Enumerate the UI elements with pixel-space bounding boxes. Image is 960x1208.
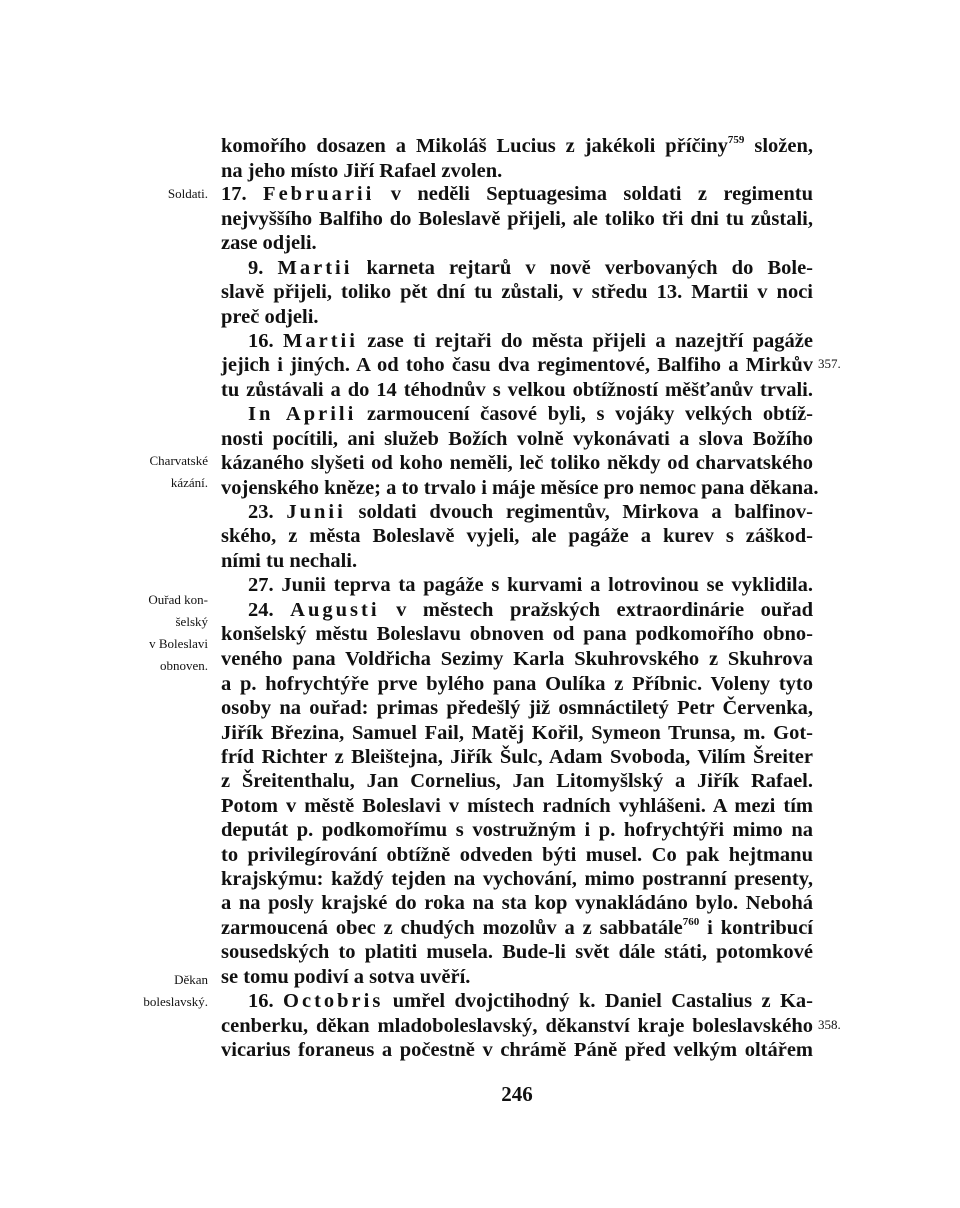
text-line bbox=[221, 647, 813, 671]
footnote-mark: 759 bbox=[727, 134, 745, 146]
text-line bbox=[221, 769, 813, 793]
text-segment: sousedských to platiti musela. Bude-li svět dále státi, potomkové bbox=[221, 941, 813, 963]
text-line bbox=[248, 598, 813, 622]
text-line bbox=[221, 182, 813, 206]
text-segment: 24. bbox=[248, 599, 291, 621]
text-line bbox=[221, 549, 813, 573]
text-segment: preč odjeli. bbox=[221, 306, 319, 328]
text-segment: v neděli Septuagesima soldati z regimentu bbox=[374, 183, 813, 205]
text-segment: veného pana Voldřicha Sezimy Karla Skuhrovského z Skuhrova bbox=[221, 648, 813, 670]
text-line bbox=[248, 989, 813, 1013]
text-line bbox=[221, 843, 813, 867]
text-segment: 17. bbox=[221, 183, 264, 205]
text-line bbox=[221, 891, 813, 915]
text-segment: se tomu podiví a sotva uvěří. bbox=[221, 966, 471, 988]
text-segment: kázaného slyšeti od koho neměli, leč toliko někdy od charvatského bbox=[221, 452, 813, 474]
text-segment: a na posly krajské do roka na sta kop vynakládáno bylo. Nebohá bbox=[221, 892, 813, 914]
margin-note-line: Charvatské bbox=[149, 453, 208, 468]
text-line bbox=[221, 231, 813, 255]
text-line bbox=[221, 965, 813, 989]
text-line bbox=[221, 940, 813, 964]
text-segment: nosti pocítili, ani služeb Božích volně vykonávati a slova Božího bbox=[221, 428, 813, 450]
text-segment: cenberku, děkan mladoboleslavský, děkanství kraje boleslavského bbox=[221, 1015, 813, 1037]
text-line bbox=[221, 353, 813, 377]
text-segment: 16. bbox=[248, 990, 284, 1012]
text-segment: nejvyššího Balfiho do Boleslavě přijeli, ale toliko tři dni tu zůstali, bbox=[221, 208, 813, 230]
text-line bbox=[248, 573, 813, 597]
text-line bbox=[221, 524, 813, 548]
text-segment: zase ti rejtaři do města přijeli a nazejtří pagáže bbox=[357, 330, 814, 352]
text-segment: ského, z města Boleslavě vyjeli, ale pagáže a kurev s záškod- bbox=[221, 525, 813, 547]
margin-note bbox=[108, 183, 208, 205]
margin-note-line: šelský bbox=[175, 614, 208, 629]
text-segment: vicarius foraneus a počestně v chrámě Páně před velkým oltářem bbox=[221, 1039, 813, 1061]
margin-note-line: Ouřad kon- bbox=[148, 592, 208, 607]
text-segment: v městech pražských extraordinárie ouřad bbox=[379, 599, 813, 621]
text-segment: a p. hofrychtýře prve bylého pana Oulíka z Příbnic. Voleny tyto bbox=[221, 673, 813, 695]
margin-page-ref: 358. bbox=[818, 1017, 841, 1032]
text-line bbox=[221, 305, 813, 329]
text-line bbox=[221, 745, 813, 769]
text-segment: Jiřík Březina, Samuel Fail, Matěj Kořil, Symeon Trunsa, m. Got- bbox=[221, 722, 813, 744]
text-segment: umřel dvojctihodný k. Daniel Castalius z Ka- bbox=[383, 990, 813, 1012]
text-segment: 27. Junii teprva ta pagáže s kurvami a lotrovinou se vyklidila. bbox=[248, 574, 813, 596]
text-line bbox=[221, 867, 813, 891]
text-segment: Potom v městě Boleslavi v místech radních vyhlášeni. A mezi tím bbox=[221, 795, 813, 817]
text-segment: soldati dvouch regimentův, Mirkova a balfinov- bbox=[345, 501, 813, 523]
page-number: 246 bbox=[501, 1082, 533, 1106]
margin-note bbox=[108, 969, 208, 1013]
margin-note-line: v Boleslavi bbox=[149, 636, 208, 651]
text-segment: i kontribucí bbox=[699, 917, 814, 939]
text-line bbox=[221, 427, 813, 451]
text-line bbox=[221, 622, 813, 646]
text-segment: složen, bbox=[744, 135, 813, 157]
spaced-date: Martii bbox=[277, 257, 353, 279]
text-line bbox=[221, 818, 813, 842]
text-segment: fríd Richter z Bleištejna, Jiřík Šulc, Adam Svoboda, Vilím Šreiter bbox=[221, 746, 813, 768]
text-segment: to privilegírování obtížně odveden býti musel. Co pak hejtmanu bbox=[221, 844, 813, 866]
text-segment: vojenského kněze; a to trvalo i máje měsíce pro nemoc pana děkana. bbox=[221, 477, 819, 499]
text-line bbox=[221, 721, 813, 745]
margin-note-line: kázání. bbox=[170, 475, 208, 490]
text-line bbox=[248, 402, 813, 426]
text-line bbox=[248, 500, 813, 524]
text-segment: krajskýmu: každý tejden na vychování, mimo postranní presenty, bbox=[221, 868, 813, 890]
margin-note bbox=[108, 589, 208, 677]
text-line bbox=[221, 451, 813, 475]
text-line bbox=[221, 159, 813, 183]
text-line bbox=[221, 696, 813, 720]
text-line bbox=[221, 794, 813, 818]
text-line bbox=[221, 378, 813, 402]
margin-note bbox=[108, 450, 208, 494]
text-line bbox=[221, 916, 813, 940]
text-line bbox=[221, 672, 813, 696]
text-line bbox=[248, 329, 813, 353]
margin-note-line: obnoven. bbox=[159, 658, 208, 673]
text-line bbox=[221, 476, 819, 500]
text-segment: 16. bbox=[248, 330, 283, 352]
text-line bbox=[221, 207, 813, 231]
margin-note-line: boleslavský. bbox=[143, 994, 208, 1009]
text-line bbox=[221, 280, 813, 304]
text-line bbox=[221, 134, 813, 158]
text-segment: ními tu nechali. bbox=[221, 550, 358, 572]
text-segment: tu zůstávali a do 14 téhodnův s velkou obtížností měšťanův trvali. bbox=[221, 379, 813, 401]
text-segment: konšelský městu Boleslavu obnoven od pana podkomořího obno- bbox=[221, 623, 813, 645]
spaced-date: Octobris bbox=[283, 990, 384, 1012]
text-segment: jejich i jiných. A od toho času dva regimentové, Balfiho a Mirkův bbox=[221, 354, 813, 376]
text-segment: na jeho místo Jiří Rafael zvolen. bbox=[221, 160, 503, 182]
text-segment: zarmoucená obec z chudých mozolův a z sabbatále bbox=[221, 917, 683, 939]
margin-note-line: Soldati. bbox=[167, 186, 208, 201]
text-segment: 9. bbox=[248, 257, 278, 279]
spaced-date: In Aprili bbox=[248, 403, 357, 425]
text-segment: 23. bbox=[248, 501, 287, 523]
text-segment: z Šreitenthalu, Jan Cornelius, Jan Litomyšlský a Jiřík Rafael. bbox=[221, 770, 813, 792]
text-segment: osoby na ouřad: primas předešlý již osmnáctiletý Petr Červenka, bbox=[221, 697, 813, 719]
spaced-date: Junii bbox=[286, 501, 346, 523]
text-line bbox=[248, 256, 813, 280]
text-segment: zase odjeli. bbox=[221, 232, 317, 254]
text-line bbox=[221, 1038, 813, 1062]
footnote-mark: 760 bbox=[682, 916, 700, 928]
spaced-date: Augusti bbox=[290, 599, 380, 621]
margin-page-ref: 357. bbox=[818, 356, 841, 371]
text-segment: komořího dosazen a Mikoláš Lucius z jakékoli příčiny bbox=[221, 135, 728, 157]
text-segment: deputát p. podkomořímu s vostružným i p. hofrychtýři mimo na bbox=[221, 819, 813, 841]
text-segment: karneta rejtarů v nově verbovaných do Bole- bbox=[352, 257, 813, 279]
spaced-date: Martii bbox=[283, 330, 358, 352]
text-line bbox=[221, 1014, 813, 1038]
text-segment: slavě přijeli, toliko pět dní tu zůstali, v středu 13. Martii v noci bbox=[221, 281, 813, 303]
spaced-date: Februarii bbox=[263, 183, 375, 205]
margin-note-line: Děkan bbox=[174, 972, 208, 987]
text-segment: zarmoucení časové byli, s vojáky velkých obtíž- bbox=[356, 403, 813, 425]
